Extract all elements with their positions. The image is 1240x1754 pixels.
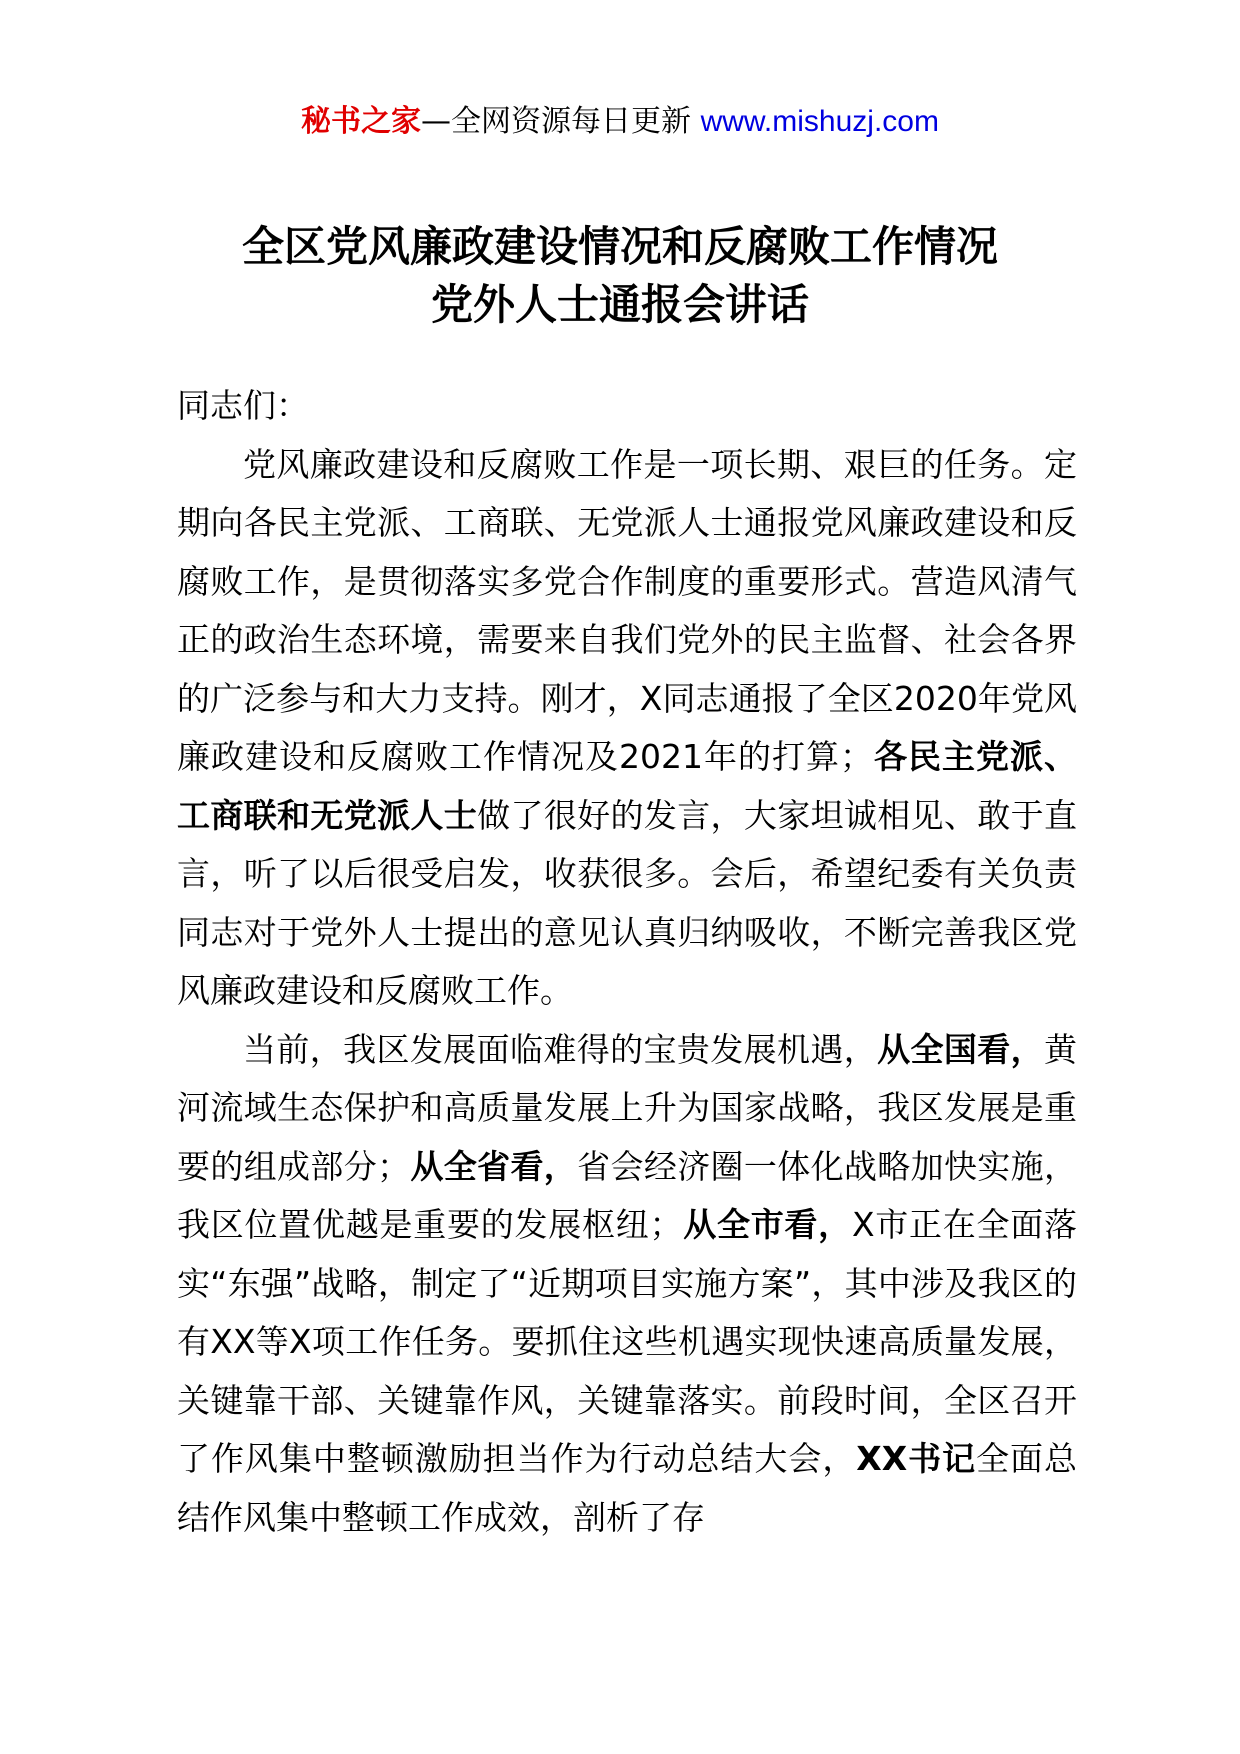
paragraph-2-bold-c: 从全市看， [682, 1205, 852, 1244]
header-tagline: —全网资源每日更新 [421, 104, 701, 139]
paragraph-1-text-b: 做了很好的发言，大家坦诚相见、敢于直言，听了以后很受启发，收获很多。会后，希望纪委有关负责同志对于党外人士提出的意见认真归纳吸收，不断完善我区党风廉政建设和反腐败工作。 [177, 795, 1078, 1010]
paragraph-2-bold-b: 从全省看， [410, 1146, 578, 1186]
paragraph-2-bold-a: 从全国看， [877, 1029, 1044, 1069]
brand-name: 秘书之家 [301, 104, 422, 139]
paragraph-2-text-a: 当前，我区发展面临难得的宝贵发展机遇， [243, 1029, 878, 1069]
title-line-1: 全区党风廉政建设情况和反腐败工作情况 [241, 222, 998, 271]
paragraph-2-text-b: 黄河流域生态保护和高质量发展上升为国家战略，我区发展是重要的组成部分； [177, 1029, 1077, 1186]
paragraph-2-bold-d: XX书记 [856, 1439, 977, 1478]
site-header [0, 102, 1240, 142]
document-title [0, 218, 1240, 334]
paragraph-2-text-e: 全面总结作风集中整顿工作成效，剖析了存 [177, 1439, 1078, 1537]
paragraph-1-text-a: 党风廉政建设和反腐败工作是一项长期、艰巨的任务。定期向各民主党派、工商联、无党派人士通报党风廉政建设和反腐败工作，是贯彻落实多党合作制度的重要形式。营造风清气正的政治生态环境，需要来自我们党外的民主监督、社会各界的广泛参与和大力支持。刚才，X同志通报了全区2020年党风廉政建设和反腐败工作情况及2021年的打算； [177, 444, 1077, 776]
paragraph-2 [177, 1021, 1077, 1548]
paragraph-2-text-d: X市正在全面落实“东强”战略，制定了“近期项目实施方案”，其中涉及我区的有XX等X项工作任务。要抓住这些机遇实现快速高质量发展，关键靠干部、关键靠作风，关键靠落实。前段时间，全区召开了作风集中整顿激励担当作为行动总结大会， [177, 1205, 1078, 1478]
title-line-2: 党外人士通报会讲话 [430, 280, 809, 329]
paragraph-1-bold-a: 各民主党派、工商联和无党派人士 [177, 737, 1078, 835]
paragraph-2-text-c: 省会经济圈一体化战略加快实施，我区位置优越是重要的发展枢纽； [177, 1146, 1078, 1244]
document-body [177, 377, 1077, 1547]
paragraph-1 [177, 436, 1077, 1021]
site-url-link[interactable]: www.mishuzj.com [700, 105, 939, 138]
salutation: 同志们： [177, 386, 309, 425]
